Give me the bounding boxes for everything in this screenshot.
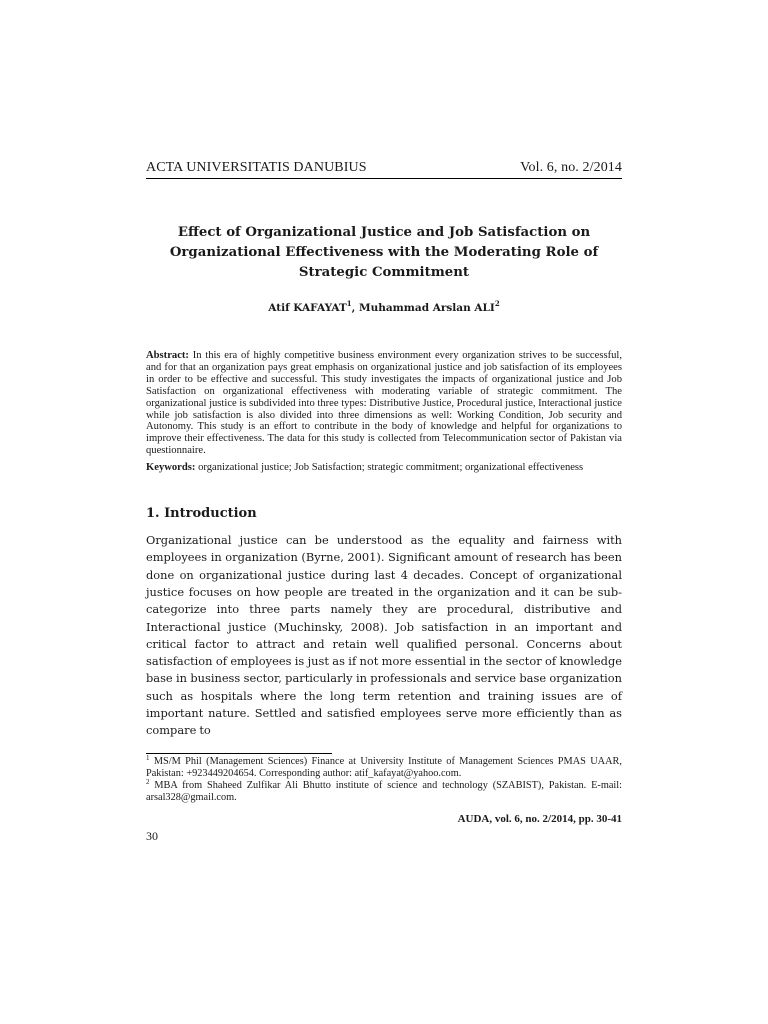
footnote-1-text: MS/M Phil (Management Sciences) Finance at University Institute of Management Sciences PMAS UAAR, Pakistan: +923449204654. Corresponding author: atif_kafayat@yahoo.com. bbox=[146, 755, 622, 779]
keywords bbox=[146, 462, 622, 474]
footnote-divider bbox=[146, 753, 332, 754]
running-header bbox=[146, 160, 622, 179]
abstract-label: Abstract: bbox=[146, 350, 189, 361]
footnote-1 bbox=[146, 753, 622, 780]
author-line bbox=[146, 299, 622, 314]
journal-citation: AUDA, vol. 6, no. 2/2014, pp. 30-41 bbox=[457, 812, 622, 825]
author-1-footnote-mark: 1 bbox=[346, 299, 352, 308]
footnotes bbox=[146, 753, 622, 804]
footnote-2 bbox=[146, 777, 622, 804]
author-1-name: Atif KAFAYAT bbox=[268, 302, 347, 314]
paper-page bbox=[146, 160, 622, 844]
introduction-paragraph: Organizational justice can be understood as the equality and fairness with employees in organization (Byrne, 2001). Significant amount of research has been done on organizational justice during last 4 decades. Concept of organizational justice focuses on how people are treated in the organization and it can be sub-categorize into three parts namely they are procedural, distributive and Interactional justice (Muchinsky, 2008). Job satisfaction in an important and critical factor to attract and retain well qualified personal. Concerns about satisfaction of employees is just as if not more essential in the sector of knowledge base in business sector, particularly in professionals and service base organization such as hospitals where the long term retention and training issues are of important nature. Settled and satisfied employees serve more efficiently than as compare to bbox=[146, 533, 622, 738]
author-separator: , bbox=[351, 302, 359, 314]
volume-info: Vol. 6, no. 2/2014 bbox=[520, 160, 622, 175]
keywords-label: Keywords: bbox=[146, 462, 196, 474]
journal-name: ACTA UNIVERSITATIS DANUBIUS bbox=[146, 160, 367, 175]
footnote-2-text: MBA from Shaheed Zulfikar Ali Bhutto institute of science and technology (SZABIST), Pakistan. E-mail: arsal328@gmail.com. bbox=[146, 779, 622, 803]
page-number: 30 bbox=[146, 828, 158, 843]
author-2-footnote-mark: 2 bbox=[494, 299, 500, 308]
footnote-1-mark: 1 bbox=[146, 753, 150, 762]
abstract-text: In this era of highly competitive business environment every organization strives to be successful, and for that an organization pays great emphasis on organizational justice and job satisfaction of its employees in order to be effective and successful. This study investigates the impacts of organizational justice and Job Satisfaction on organizational effectiveness with moderating variable of strategic commitment. The organizational justice is subdivided into three types: Distributive Justice, Procedural justice, Interactional justice while job satisfaction is also divided into three dimensions as well: Working Condition, Job security and Autonomy. This study is an effort to contribute in the body of knowledge and helpful for organizations to improve their effectiveness. The data for this study is collected from Telecommunication sector of Pakistan via questionnaire. bbox=[146, 350, 622, 457]
introduction-heading: 1. Introduction bbox=[146, 506, 257, 522]
author-2-name: Muhammad Arslan ALI bbox=[358, 302, 495, 314]
abstract bbox=[146, 350, 622, 457]
footnote-2-mark: 2 bbox=[146, 777, 150, 786]
paper-title: Effect of Organizational Justice and Job Satisfaction on Organizational Effectiveness with the Moderating Role of Strategic Commitment bbox=[169, 225, 599, 280]
keywords-text: organizational justice; Job Satisfaction; strategic commitment; organizational effectiveness bbox=[198, 462, 584, 474]
